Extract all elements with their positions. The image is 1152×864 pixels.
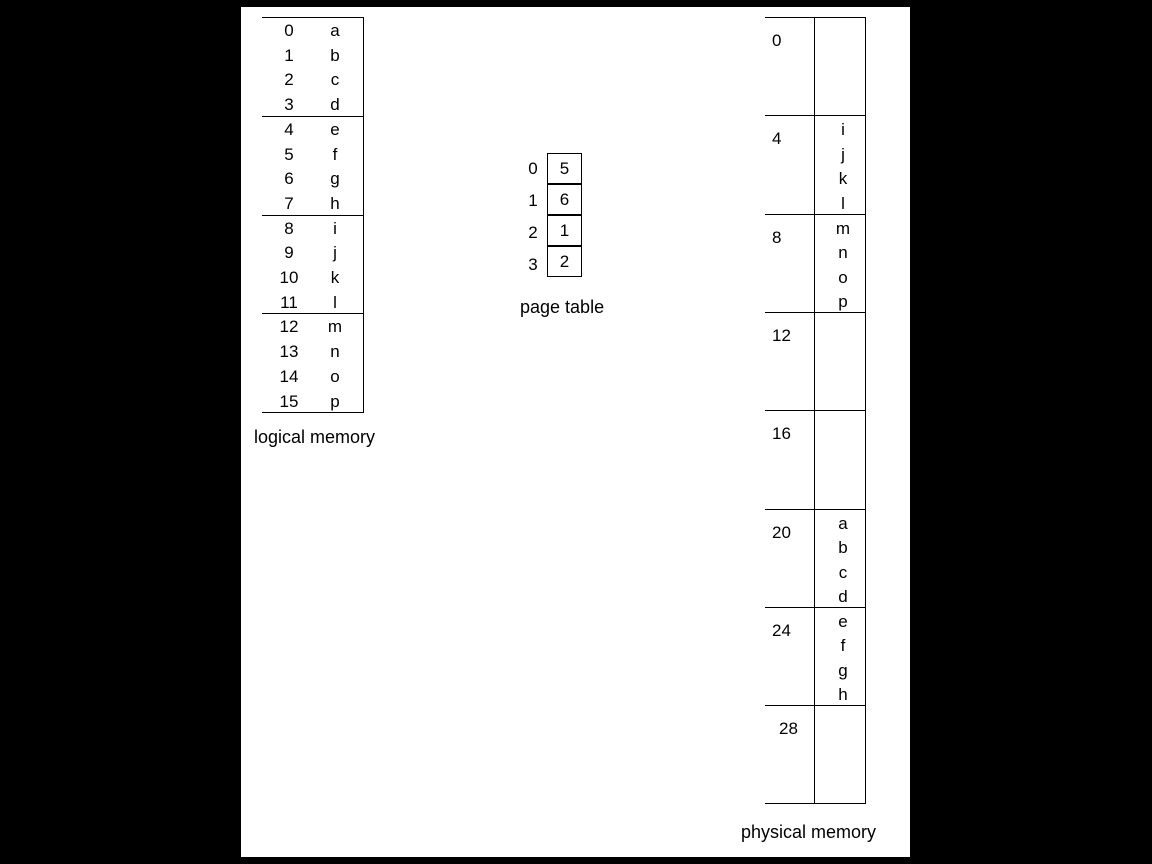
physical-frame-divider: [765, 410, 866, 411]
physical-cell-value: o: [838, 267, 848, 287]
physical-frame-divider: [765, 17, 866, 18]
physical-address: 24: [772, 620, 791, 640]
logical-value: l: [333, 292, 337, 312]
page-table-label: page table: [520, 297, 605, 317]
page-number: 1: [528, 191, 538, 210]
physical-cell-value: l: [841, 193, 845, 213]
logical-address: 9: [284, 243, 294, 263]
logical-value: m: [327, 317, 343, 337]
logical-address: 14: [279, 366, 299, 386]
logical-address: 1: [284, 45, 294, 65]
physical-memory-label: physical memory: [741, 822, 877, 842]
logical-value: o: [330, 366, 340, 386]
logical-value: k: [330, 268, 340, 287]
page-number: 3: [528, 255, 538, 274]
physical-address: 20: [772, 522, 791, 542]
logical-value: e: [330, 119, 340, 139]
physical-frame-divider: [765, 803, 866, 804]
logical-address: 12: [279, 317, 299, 337]
logical-value: a: [330, 21, 340, 40]
logical-value: g: [330, 169, 340, 189]
physical-cell-value: e: [838, 611, 848, 631]
physical-address: 28: [779, 719, 798, 739]
physical-cell-value: h: [838, 685, 848, 705]
physical-cell-value: k: [838, 169, 848, 189]
frame-number: 6: [547, 184, 582, 215]
logical-address: 4: [284, 119, 294, 139]
physical-address: 4: [772, 129, 782, 149]
logical-value: n: [330, 342, 340, 362]
physical-cell-value: c: [838, 562, 848, 582]
logical-address: 15: [279, 391, 299, 411]
logical-value: p: [330, 391, 340, 411]
frame-number: 2: [547, 246, 582, 277]
logical-value: b: [330, 45, 340, 65]
frame-number: 1: [547, 215, 582, 246]
physical-cell-value: a: [838, 513, 848, 533]
logical-address: 5: [284, 144, 294, 164]
physical-address: 8: [772, 227, 782, 247]
physical-cell-value: d: [838, 587, 848, 606]
slide-canvas: [241, 7, 910, 857]
logical-value: f: [332, 144, 338, 164]
page-number: 0: [528, 159, 538, 178]
physical-cell-value: m: [835, 218, 851, 238]
physical-address: 0: [772, 31, 782, 50]
logical-value: i: [333, 218, 337, 238]
physical-cell-value: n: [838, 243, 848, 263]
physical-cell-value: p: [838, 292, 848, 312]
logical-address: 2: [284, 70, 294, 90]
page-number: 2: [528, 223, 538, 242]
physical-cell-value: b: [838, 538, 848, 557]
logical-memory-label: logical memory: [254, 427, 376, 447]
physical-cell-value: i: [841, 120, 845, 140]
physical-cell-value: g: [838, 660, 848, 680]
logical-address: 3: [284, 95, 294, 115]
logical-address: 7: [284, 193, 294, 213]
logical-address: 0: [284, 21, 294, 40]
frame-number: 5: [547, 153, 582, 184]
physical-memory: [241, 7, 910, 857]
logical-value: h: [330, 193, 340, 213]
physical-address: 16: [772, 424, 791, 444]
logical-value: d: [330, 95, 340, 115]
physical-cell-value: j: [841, 144, 845, 164]
physical-frame-divider: [765, 115, 866, 116]
logical-address: 6: [284, 169, 294, 189]
logical-address: 10: [279, 268, 299, 287]
logical-value: c: [330, 70, 340, 90]
physical-frame-divider: [765, 509, 866, 510]
physical-cell-value: f: [840, 636, 846, 656]
logical-address: 13: [279, 342, 299, 362]
logical-address: 11: [280, 292, 298, 312]
logical-address: 8: [284, 218, 294, 238]
logical-value: j: [333, 243, 337, 263]
physical-address: 12: [772, 325, 791, 345]
